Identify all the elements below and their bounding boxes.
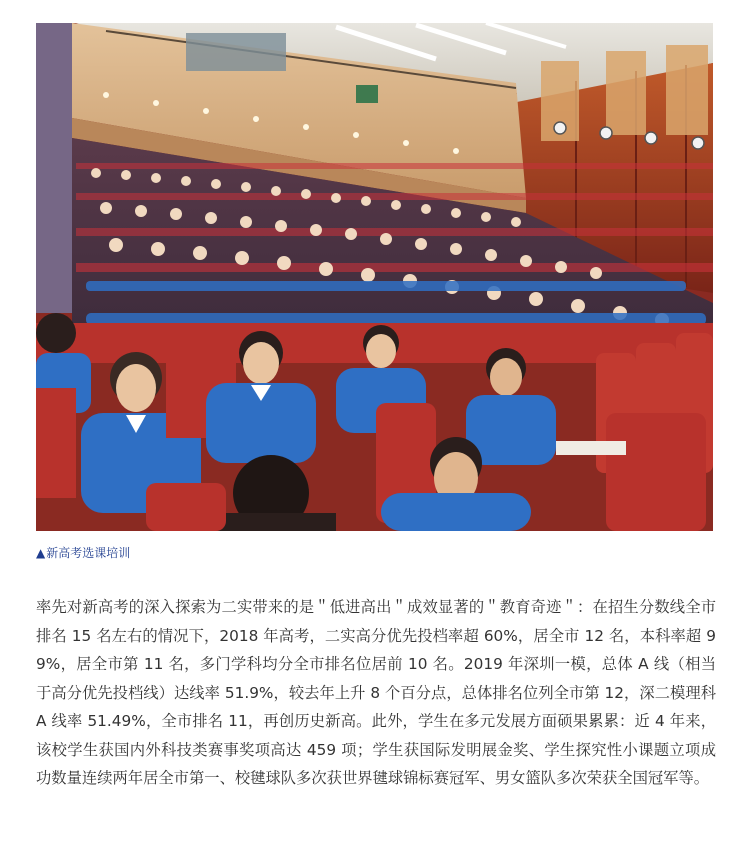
photo-caption — [36, 544, 130, 562]
auditorium-photo — [36, 23, 713, 531]
triangle-up-icon: ▲ — [36, 546, 46, 560]
caption-text: 新高考选课培训 — [46, 546, 131, 560]
auditorium-illustration — [36, 23, 713, 531]
article-paragraph: 率先对新高考的深入探索为二实带来的是＂低进高出＂成效显著的＂教育奇迹＂：在招生分数线全市排名 15 名左右的情况下，2018 年高考，二实高分优先投档率超 60%，居全市 12 名，本科率超 99%，居全市第 11 名，多门学科均分全市排名位居前 10 名。2019 年深圳一模，总体 A 线（相当于高分优先投档线）达线率 51.9%，较去年上升 8 个百分点，总体排名位列全市第 12，深二模理科 A 线率 51.49%，全市排名 11，再创历史新高。此外，学生在多元发展方面硕果累累：近 4 年来，该校学生获国内外科技类赛事奖项高达 459 项；学生获国际发明展金奖、学生探究性小课题立项成功数量连续两年居全市第一、校毽球队多次获世界毽球锦标赛冠军、男女篮队多次荣获全国冠军等。 — [36, 598, 716, 787]
